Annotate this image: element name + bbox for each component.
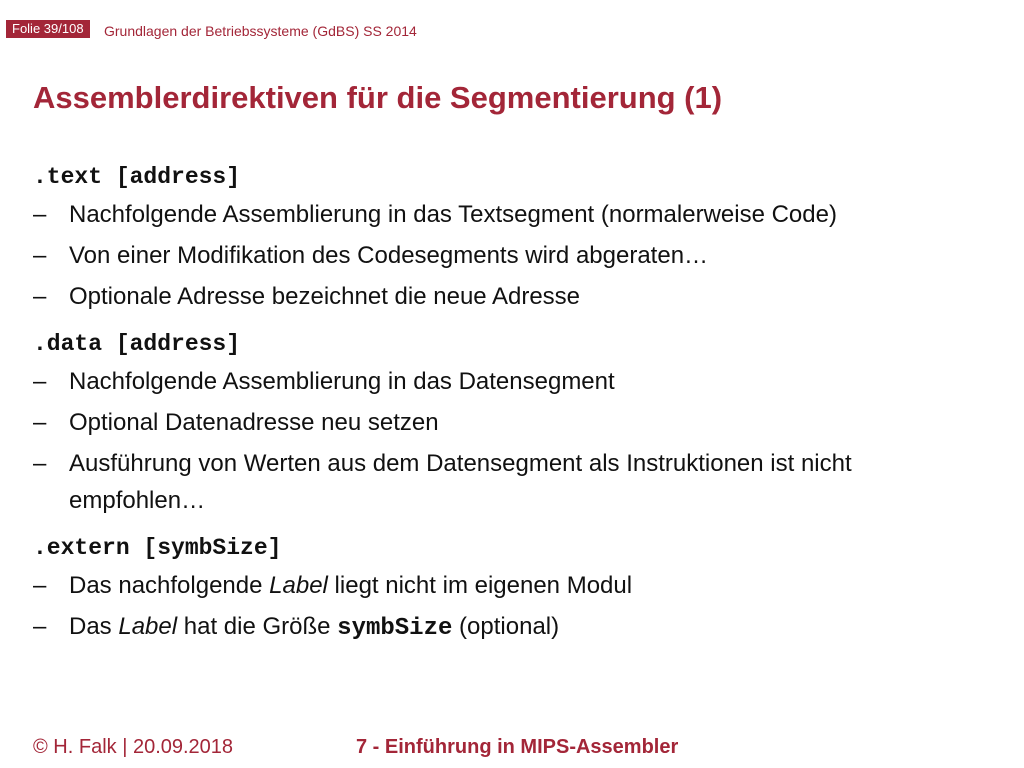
list-item: [33, 608, 1003, 647]
slide-content: [33, 158, 1003, 655]
directive-text: .text [address]: [33, 164, 241, 190]
dash-bullet: –: [33, 368, 47, 395]
slide-number-badge: Folie 39/108: [6, 20, 90, 38]
bullet-text-post: liegt nicht im eigenen Modul: [327, 572, 633, 599]
dash-bullet: –: [33, 201, 47, 228]
bullet-list: [33, 196, 1003, 315]
bullet-text: Ausführung von Werten aus dem Datensegment als Instruktionen ist nicht empfohlen…: [69, 450, 852, 514]
directive-data: .data [address]: [33, 331, 241, 357]
dash-bullet: –: [33, 450, 47, 477]
dash-bullet: –: [33, 242, 47, 269]
bullet-text-post: (optional): [452, 613, 560, 640]
list-item: [33, 196, 1003, 233]
list-item: [33, 363, 1003, 400]
bullet-text-pre: Das: [69, 613, 119, 640]
bullet-text-mid: hat die Größe: [177, 613, 338, 640]
dash-bullet: –: [33, 613, 47, 640]
list-item: [33, 404, 1003, 441]
bullet-list: [33, 567, 1003, 647]
section-data-directive: [33, 325, 1003, 519]
dash-bullet: –: [33, 572, 47, 599]
list-item: [33, 278, 1003, 315]
course-title: Grundlagen der Betriebssysteme (GdBS) SS 2014: [104, 23, 417, 39]
bullet-text-pre: Das nachfolgende: [69, 572, 270, 599]
footer-chapter: 7 - Einführung in MIPS-Assembler: [356, 736, 679, 758]
list-item: [33, 237, 1003, 274]
bullet-text: Optionale Adresse bezeichnet die neue Adresse: [69, 283, 581, 310]
code-term: symbSize: [337, 615, 453, 642]
list-item: [33, 445, 969, 519]
list-item: [33, 567, 1003, 604]
directive-extern: .extern [symbSize]: [33, 535, 282, 561]
bullet-text: Optional Datenadresse neu setzen: [69, 409, 439, 436]
bullet-list: [33, 363, 1003, 519]
slide-title: Assemblerdirektiven für die Segmentierung (1): [33, 80, 723, 115]
dash-bullet: –: [33, 283, 47, 310]
bullet-text: Von einer Modifikation des Codesegments wird abgeraten…: [69, 242, 709, 269]
bullet-text: Nachfolgende Assemblierung in das Datensegment: [69, 368, 615, 395]
section-text-directive: [33, 158, 1003, 315]
bullet-text: Nachfolgende Assemblierung in das Textsegment (normalerweise Code): [69, 201, 837, 228]
footer-author: © H. Falk | 20.09.2018: [33, 736, 234, 758]
label-term: Label: [118, 613, 178, 640]
label-term: Label: [269, 572, 328, 599]
section-extern-directive: [33, 529, 1003, 647]
dash-bullet: –: [33, 409, 47, 436]
